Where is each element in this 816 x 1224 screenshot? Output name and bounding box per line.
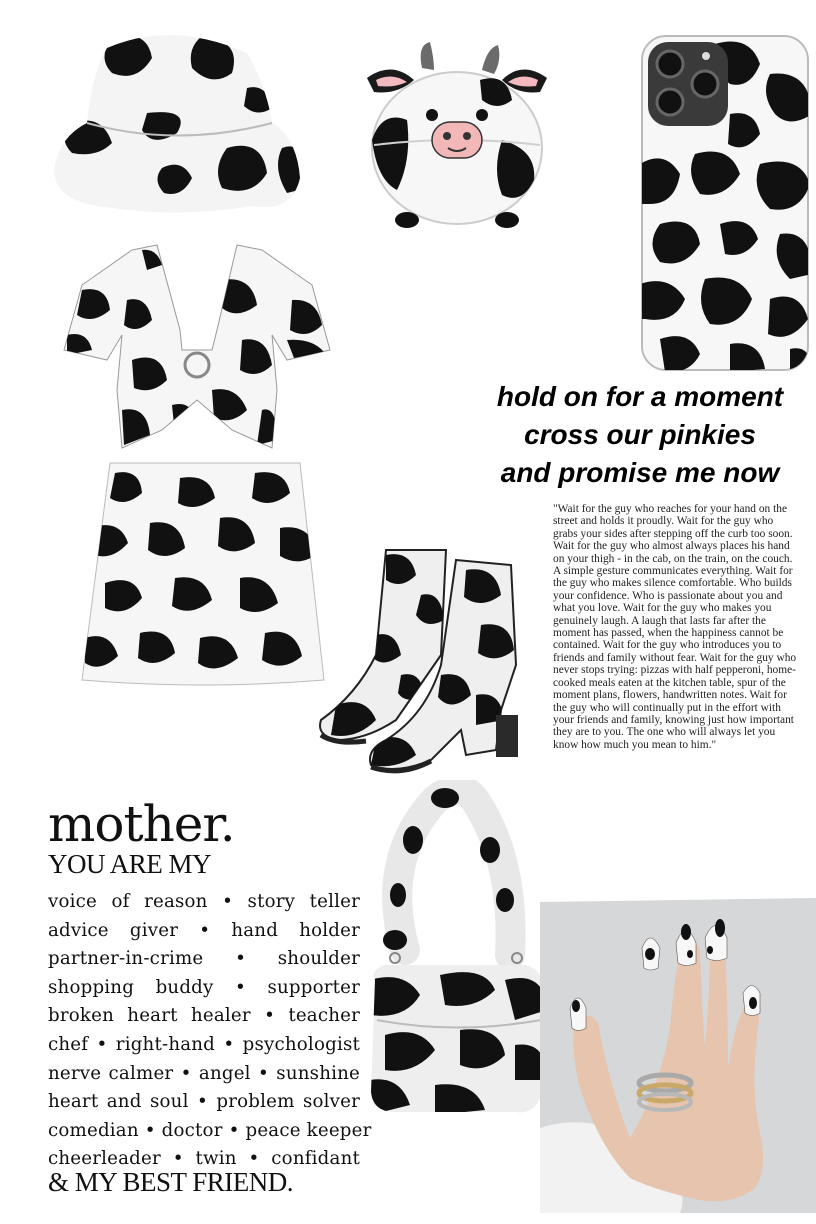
quote-text: "Wait for the guy who reaches for your hand on the street and holds it proudly. Wait for the guy who grabs your sides after stepping off the curb too soon. Wait for the guy who almost always places his hand on your thigh - in the cab, on the train, on the couch. A simple gesture communicates everything. Wait for the guy who makes silence comfortable. Who builds your confidence. Who is passionate about you and what you love. Wait for the guy who makes you genuinely laugh. A laugh that lasts far after the moment has passed, when the happiness cannot be contained. Wait for the guy who introduces you to friends and family without fear. Wait for the guy who never stops trying: pizzas with half pepperoni, home-cooked meals eaten at the kitchen table, spur of the moment plans, flowers, handwritten notes. Wait for the guy who will continually put in the effort with your friends and family, knowing just how important they are to you. The one who will always let you know how much you mean to him." (553, 503, 797, 751)
lyric-line: hold on for a moment (496, 381, 784, 412)
mother-title: mother. (48, 795, 235, 853)
cow-print-nails-photo (540, 888, 816, 1213)
mother-subtitle: YOU ARE MY (48, 849, 212, 879)
mother-ending: & MY BEST FRIEND. (48, 1167, 294, 1197)
mother-list-line: shopping buddy • supporter (48, 976, 360, 998)
mother-list-line: voice of reason • story teller (48, 891, 360, 912)
mother-list-line: partner-in-crime • shoulder (48, 948, 360, 970)
cow-print-bucket-hat (52, 28, 302, 218)
cow-print-skirt (80, 458, 326, 688)
mother-list-line: comedian • doctor • peace keeper (48, 1119, 372, 1141)
mother-list-line: cheerleader • twin • confidant (48, 1148, 360, 1170)
cow-print-fuzzy-bag (365, 780, 547, 1120)
cow-airpods-case (362, 40, 552, 232)
lyric-line: and promise me now (500, 457, 780, 488)
cow-print-phone-case (640, 34, 812, 374)
lyric-line: cross our pinkies (524, 419, 756, 450)
mother-list-line: chef • right-hand • psychologist (48, 1033, 360, 1055)
mother-list-line: nerve calmer • angel • sunshine (48, 1062, 360, 1084)
mother-list-line: heart and soul • problem solver (48, 1091, 360, 1113)
cow-print-ankle-boots (316, 545, 526, 775)
mother-list-line: broken heart healer • teacher (48, 1005, 360, 1027)
cow-print-crop-top (62, 240, 332, 452)
mother-list-line: advice giver • hand holder (48, 919, 360, 941)
lyrics (470, 378, 810, 492)
mother-list (48, 888, 372, 1174)
